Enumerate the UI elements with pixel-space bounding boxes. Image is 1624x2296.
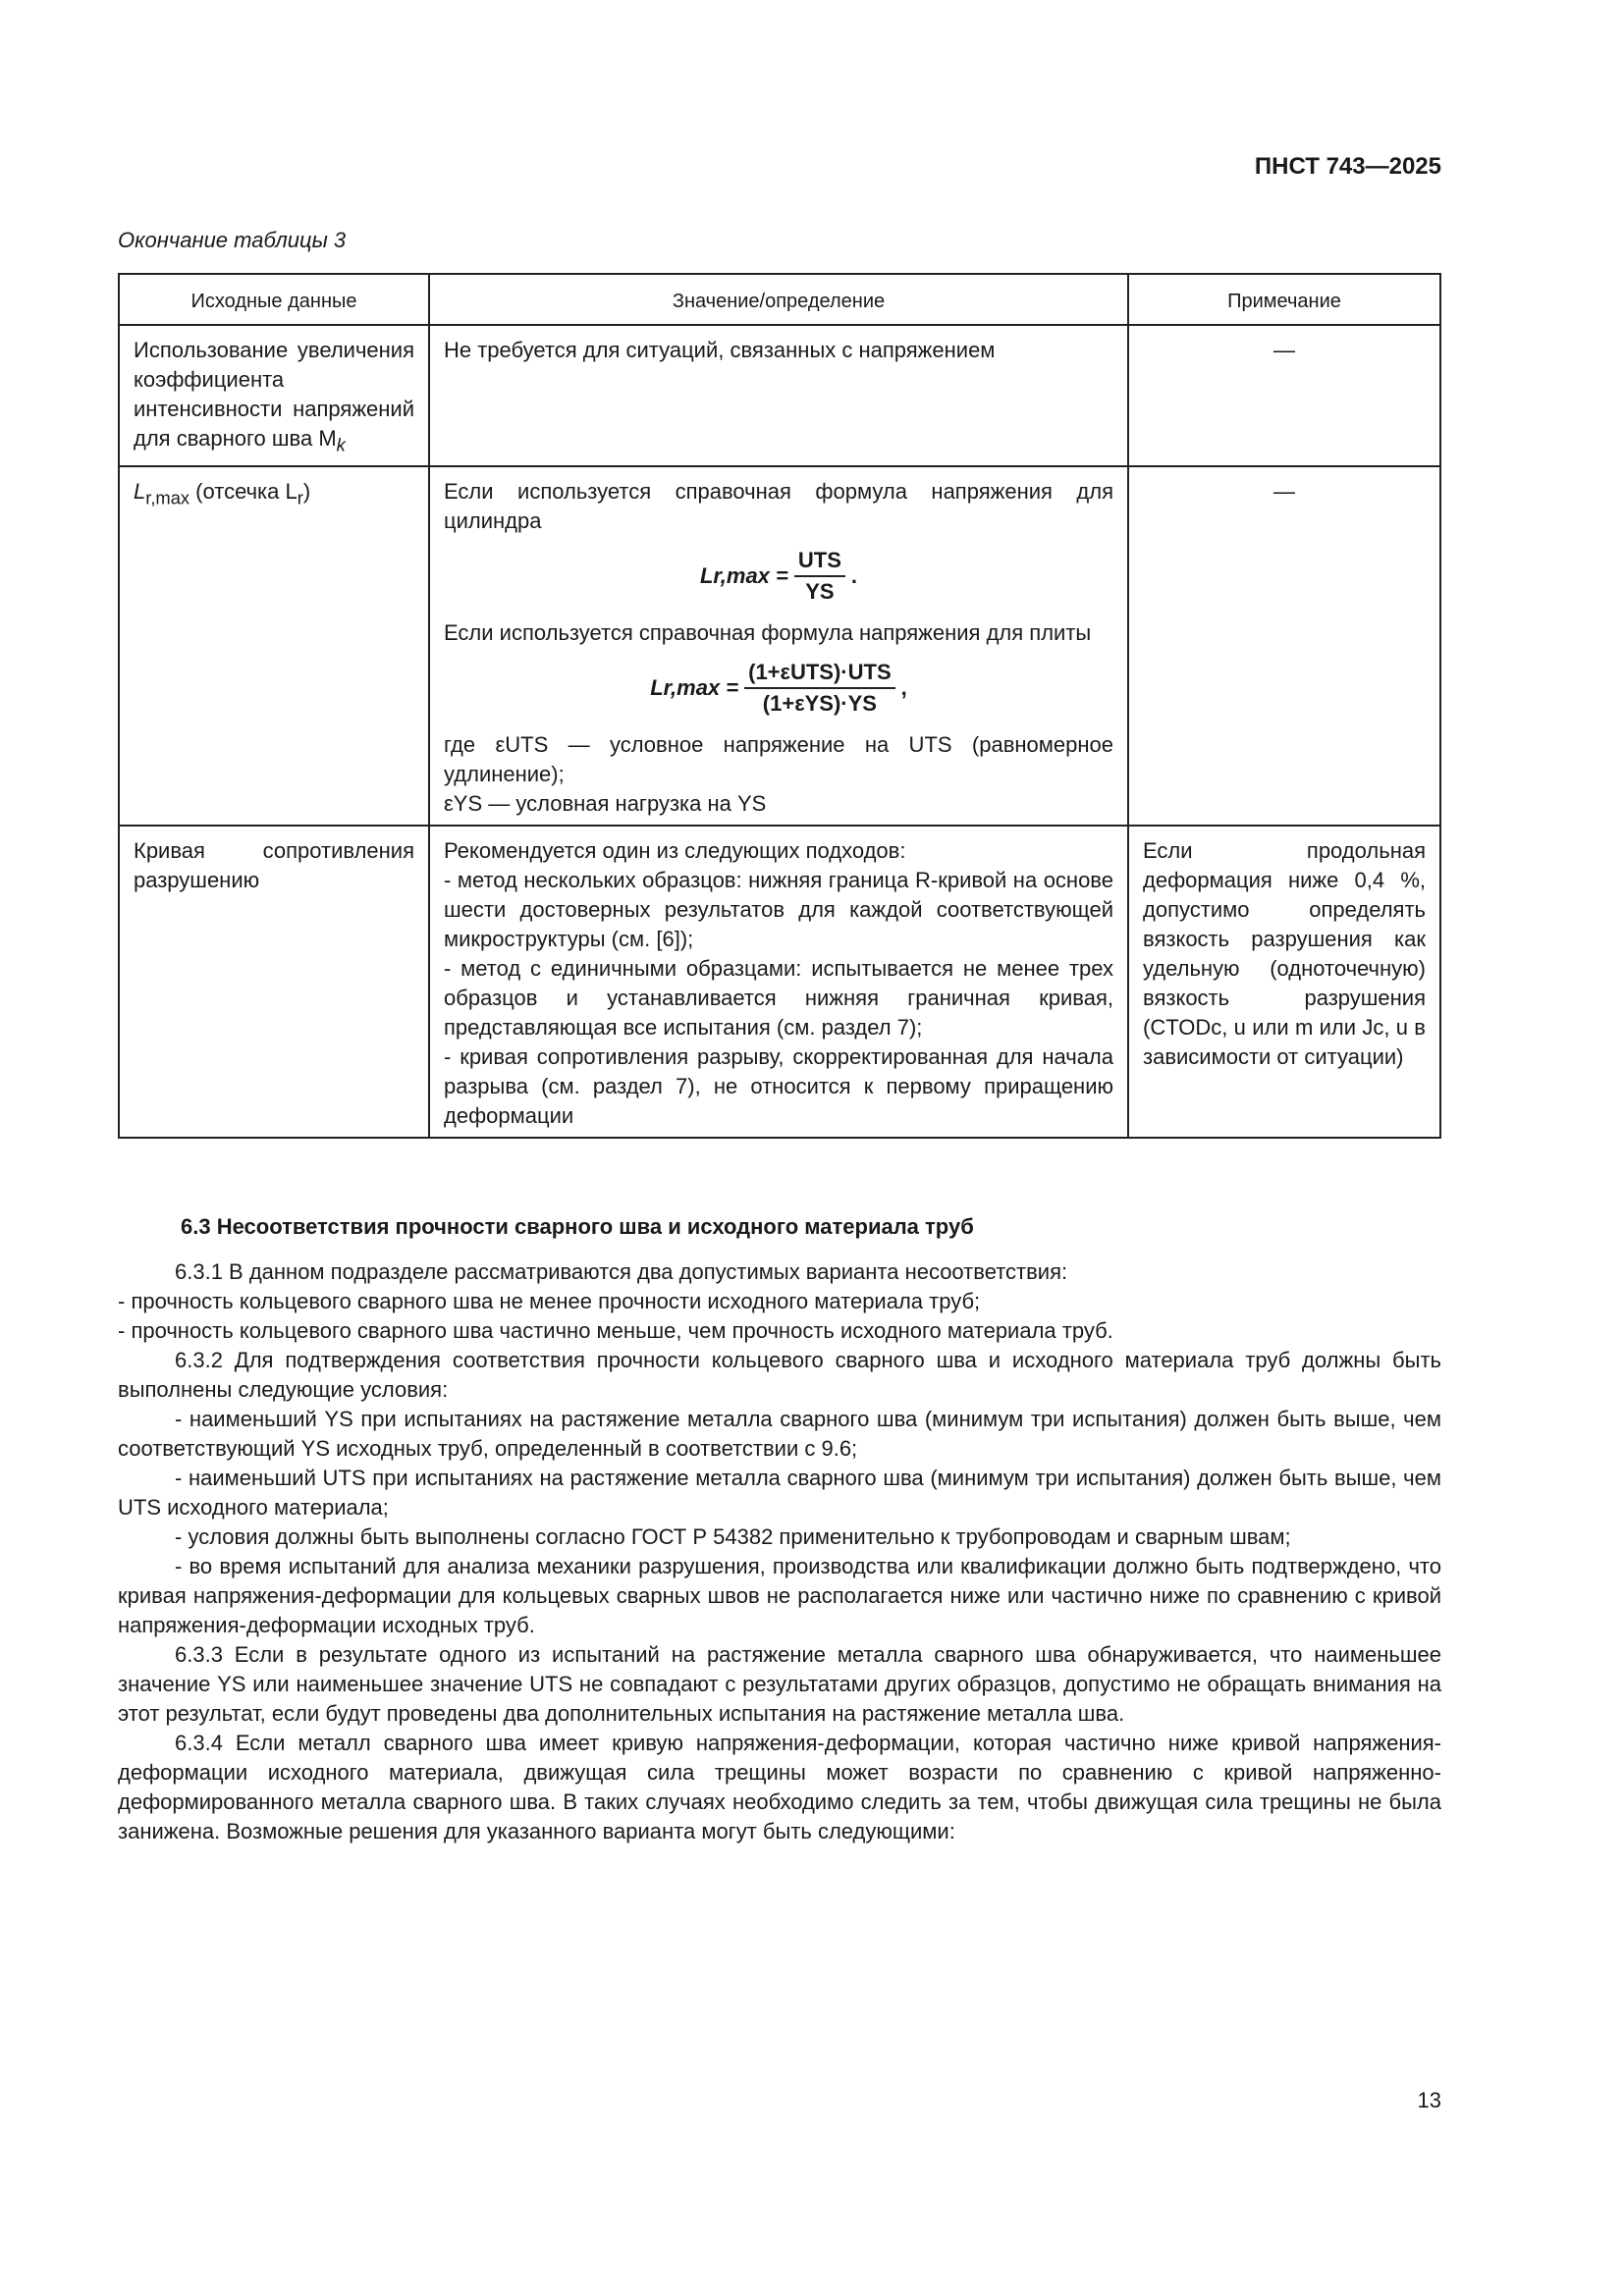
subscript: r,max [145,487,190,508]
cell: Если продольная деформация ниже 0,4 %, допустимо определять вязкость разрушения как удельную (одноточечную) вязкость разрушения (CTODc, u или m или Jc, u в зависимости от ситуации) [1128,826,1440,1138]
cell-text: (отсечка L [189,479,298,505]
section-heading: 6.3 Несоответствия прочности сварного шва и исходного материала труб [181,1214,974,1239]
subscript: k [336,434,346,455]
table-row [119,466,1440,826]
cell: — [1128,466,1440,826]
cell-text: - кривая сопротивления разрыву, скорректированная для начала разрыва (см. раздел 7), не относится к первому приращению деформации [444,1044,1113,1129]
numerator: (1+εUTS)·UTS [744,658,895,689]
paragraph: - наименьший UTS при испытаниях на растяжение металла сварного шва (минимум три испытания) должен быть выше, чем UTS исходного материала; [118,1466,1441,1520]
table-header-row [119,274,1440,325]
cell [429,826,1128,1138]
cell-text: Если используется справочная формула напряжения для цилиндра [444,479,1113,534]
cell [119,466,429,826]
cell: Кривая сопротивления разрушению [119,826,429,1138]
cell [429,466,1128,826]
paragraph: - прочность кольцевого сварного шва не менее прочности исходного материала труб; [118,1289,981,1313]
denominator: (1+εYS)·YS [762,691,877,717]
col-header: Значение/определение [429,274,1128,325]
table-caption: Окончание таблицы 3 [118,228,347,252]
table-row [119,826,1440,1138]
cell: — [1128,325,1440,466]
paragraph: - прочность кольцевого сварного шва частично меньше, чем прочность исходного материала труб. [118,1318,1113,1343]
formula-cylinder [444,546,1113,607]
paragraph: 6.3.3 Если в результате одного из испытаний на растяжение металла сварного шва обнаруживается, что наименьшее значение YS или наименьшее значение UTS не совпадают с результатами других образцов, допустимо не обращать внимания на этот результат, если будут проведены два дополнительных испытания на растяжение металла шва. [118,1642,1441,1726]
subscript: r [297,487,303,508]
cell-text: Использование увеличения коэффициента интенсивности напряжений для сварного шва M [134,338,414,451]
paragraph: - наименьший YS при испытаниях на растяжение металла сварного шва (минимум три испытания) должен быть выше, чем соответствующий YS исходных труб, определенный в соответствии с 9.6; [118,1407,1441,1461]
symbol: L [134,479,146,505]
paragraph: 6.3.2 Для подтверждения соответствия прочности кольцевого сварного шва и исходного материала труб должны быть выполнены следующие условия: [118,1348,1441,1402]
paragraph: - условия должны быть выполнены согласно ГОСТ Р 54382 применительно к трубопроводам и сварным швам; [175,1524,1291,1549]
col-header: Исходные данные [119,274,429,325]
cell [119,325,429,466]
numerator: UTS [794,546,845,577]
table-3 [118,273,1441,1139]
paragraph: - во время испытаний для анализа механики разрушения, производства или квалификации должно быть подтверждено, что кривая напряжения-деформации для кольцевых сварных швов не располагается ниже или частично ниже по сравнению с кривой напряжения-деформации исходных труб. [118,1554,1441,1637]
page-number: 13 [1417,2088,1441,2112]
cell-text: - метод нескольких образцов: нижняя граница R-кривой на основе шести достоверных результатов для каждой соответствующей микроструктуры (см. [6]); [444,868,1113,952]
paragraph: 6.3.1 В данном подразделе рассматриваются два допустимых варианта несоответствия: [175,1259,1068,1284]
section-6-3 [118,1212,1441,1846]
cell-text: Если используется справочная формула напряжения для плиты [444,620,1092,646]
cell-text: εYS — условная нагрузка на YS [444,791,767,817]
punct: , [900,675,907,701]
formula-lhs: Lr,max = [699,563,788,589]
document-id: ПНСТ 743—2025 [1254,153,1441,180]
denominator: YS [805,579,835,605]
formula-lhs: Lr,max = [650,675,739,701]
table-row [119,325,1440,466]
col-header: Примечание [1128,274,1440,325]
cell: Не требуется для ситуаций, связанных с напряжением [429,325,1128,466]
formula-plate [444,658,1113,719]
punct: . [850,563,857,589]
paragraph: 6.3.4 Если металл сварного шва имеет кривую напряжения-деформации, которая частично ниже кривой напряжения-деформации исходного материала, движущая сила трещины может возрасти по сравнению с кривой напряженно-деформированного металла сварного шва. В таких случаях необходимо следить за тем, чтобы движущая сила трещины не была занижена. Возможные решения для указанного варианта могут быть следующими: [118,1731,1441,1843]
cell-text: Рекомендуется один из следующих подходов: [444,838,906,864]
cell-text: - метод с единичными образцами: испытывается не менее трех образцов и устанавливается нижняя граничная кривая, представляющая все испытания (см. раздел 7); [444,956,1113,1041]
cell-text: ) [302,479,311,505]
cell-text: где εUTS — условное напряжение на UTS (равномерное удлинение); [444,732,1113,787]
